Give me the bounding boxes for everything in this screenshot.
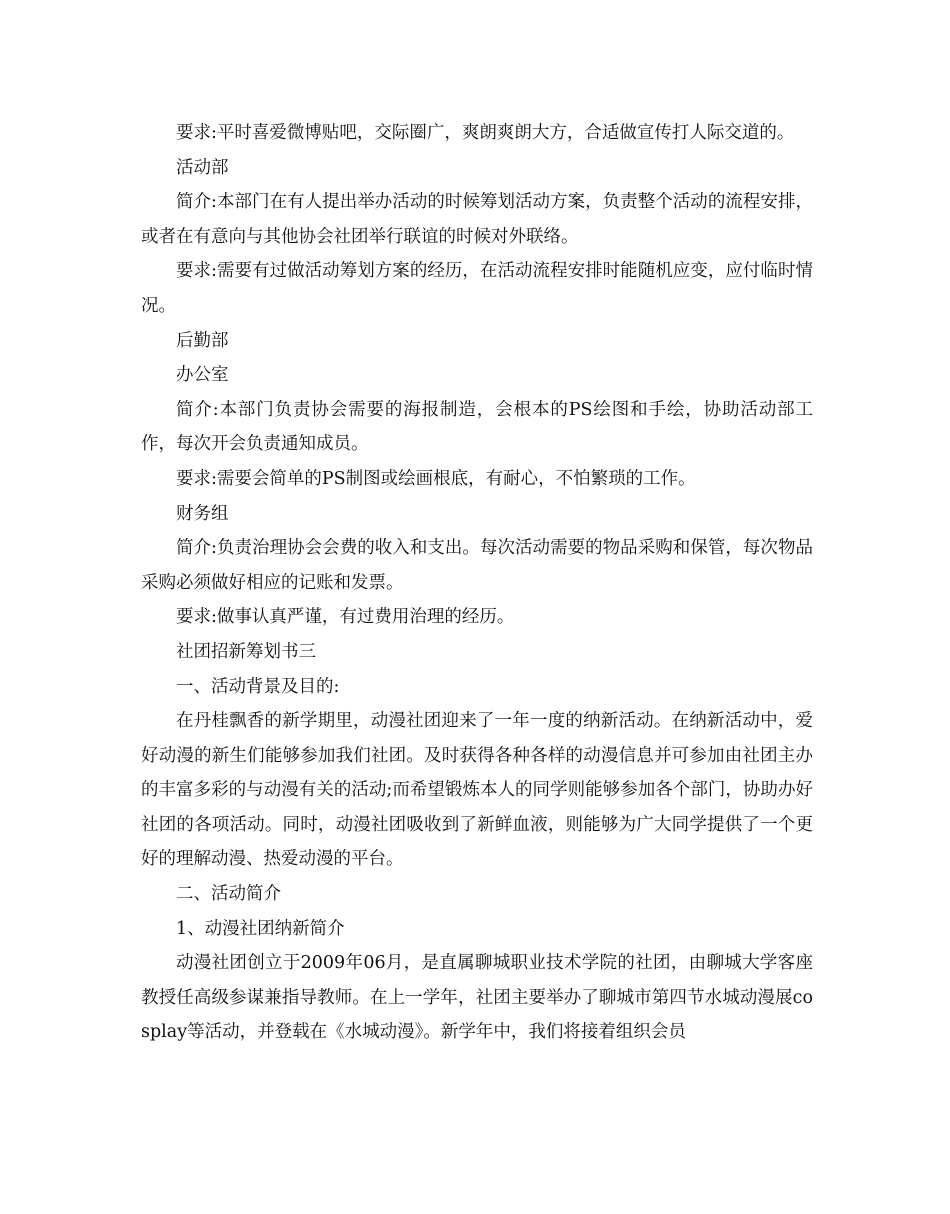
paragraph-finance-intro: 简介:负责治理协会会费的收入和支出。每次活动需要的物品采购和保管，每次物品采购必须做好相应的记账和发票。 <box>141 538 813 593</box>
heading-activity-dept: 活动部 <box>176 157 229 178</box>
paragraph-finance-requirements: 要求:做事认真严谨，有过费用治理的经历。 <box>176 607 515 628</box>
heading-logistics-dept: 后勤部 <box>176 330 229 351</box>
paragraph-office-requirements: 要求:需要会简单的PS制图或绘画根底，有耐心，不怕繁琐的工作。 <box>176 468 696 489</box>
heading-finance-group: 财务组 <box>176 503 229 524</box>
paragraph-activity-intro: 简介:本部门在有人提出举办活动的时候筹划活动方案，负责整个活动的流程安排，或者在有意向与其他协会社团举行联谊的时候对外联络。 <box>141 192 813 247</box>
paragraph-background: 在丹桂飘香的新学期里，动漫社团迎来了一年一度的纳新活动。在纳新活动中，爱好动漫的新生们能够参加我们社团。及时获得各种各样的动漫信息并可参加由社团主办的丰富多彩的与动漫有关的活动;而希望锻炼本人的同学则能够参加各个部门，协助办好社团的各项活动。同时，动漫社团吸收到了新鲜血液，则能够为广大同学提供了一个更好的理解动漫、热爱动漫的平台。 <box>141 711 813 870</box>
document-body <box>141 116 813 1050</box>
paragraph-club-intro: 动漫社团创立于2009年06月，是直属聊城职业技术学院的社团，由聊城大学客座教授任高级参谋兼指导教师。在上一学年，社团主要举办了聊城市第四节水城动漫展cosplay等活动，并登载在《水城动漫》。新学年中，我们将接着组织会员 <box>141 953 813 1043</box>
paragraph-activity-requirements: 要求:需要有过做活动筹划方案的经历，在活动流程安排时能随机应变，应付临时情况。 <box>141 261 813 316</box>
heading-background-purpose: 一、活动背景及目的: <box>176 676 340 697</box>
heading-activity-overview: 二、活动简介 <box>176 884 281 905</box>
heading-recruitment-intro: 1、动漫社团纳新简介 <box>176 918 345 939</box>
paragraph-office-intro: 简介:本部门负责协会需要的海报制造，会根本的PS绘图和手绘，协助活动部工作，每次开会负责通知成员。 <box>141 399 813 455</box>
heading-office: 办公室 <box>176 365 229 386</box>
paragraph-publicity-requirements: 要求:平时喜爱微博贴吧，交际圈广，爽朗爽朗大方，合适做宣传打人际交道的。 <box>176 123 795 143</box>
heading-plan-three: 社团招新筹划书三 <box>176 641 316 662</box>
